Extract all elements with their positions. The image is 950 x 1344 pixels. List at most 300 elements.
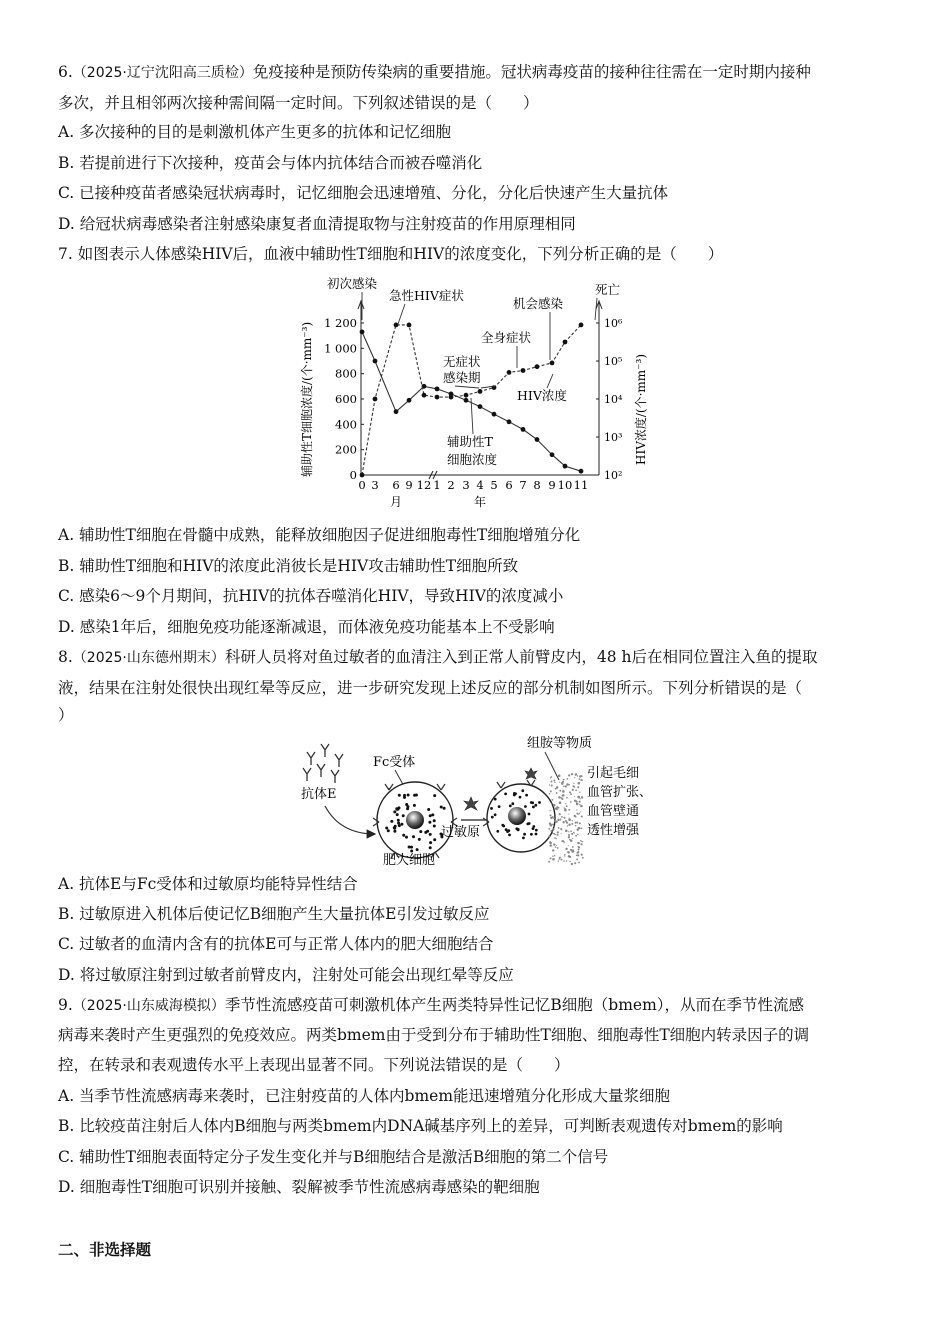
released-granule [560,818,561,819]
series-point [535,364,540,369]
released-granule [572,789,574,791]
x-tick-label: 1 [433,478,441,492]
q6-option-d: D. 给冠状病毒感染者注射感染康复者血清提取物与注射疫苗的作用原理相同 [58,215,576,233]
released-granule [552,824,553,825]
granule [513,792,516,795]
released-granule [553,833,555,835]
released-granule [559,857,561,859]
granule [394,825,397,828]
released-granule [578,782,581,785]
q8-stem-line3: ） [58,706,74,724]
released-granule [577,786,579,788]
series-point [478,404,483,409]
chart-annotation: HIV浓度 [517,388,567,403]
granule [402,834,405,837]
released-granule [553,843,555,845]
granule [528,813,531,816]
released-granule [562,840,564,842]
released-granule [571,773,573,775]
released-granule [557,847,559,849]
released-granule [550,830,552,832]
granule [393,810,396,813]
released-granule [566,860,567,861]
released-granule [565,785,567,787]
released-granule [575,822,577,824]
released-granule [548,835,550,837]
granule [418,838,421,841]
histamine-pointer-line [545,752,559,780]
released-granule [572,785,574,787]
released-granule [561,816,563,818]
released-granule [563,817,565,819]
chart-annotation: 感染期 [443,370,481,385]
granule [498,805,501,808]
allergen-star [464,797,478,810]
chart-annotation: 辅助性T [447,434,493,449]
released-granule [550,780,552,782]
released-granule [567,825,568,826]
granule [494,813,497,816]
released-granule [577,775,578,776]
released-granule [571,849,573,851]
granule [396,813,399,816]
released-granule [574,815,576,817]
released-granule [562,781,564,783]
released-granule [552,855,554,857]
released-granule [573,783,574,784]
released-granule [575,773,577,775]
released-granule [575,835,577,837]
q8-option-d: D. 将过敏原注射到过敏者前臂皮内，注射处可能会出现红晕等反应 [58,966,514,984]
left-tick-label: 0 [349,468,357,482]
series-point [507,419,512,424]
released-granule [572,838,573,839]
granule [509,805,512,808]
antibody-e-label: 抗体E [301,787,337,802]
released-granule [554,837,555,838]
released-granule [581,779,583,781]
released-granule [564,808,566,810]
x-tick-label: 6 [392,478,400,492]
released-granule [569,817,570,818]
granule [521,789,524,792]
mast-cell-2 [483,768,555,852]
x-tick-label: 10 [557,478,573,492]
series-point [535,437,540,442]
released-granule [549,857,551,859]
q6-stem-text: 免疫接种是预防传染病的重要措施。冠状病毒疫苗的接种往往需在一定时期内接种 [252,63,811,81]
series-point [360,329,365,334]
series-point [373,397,378,402]
released-granule [548,828,550,830]
granule [534,804,537,807]
released-granule [566,805,568,807]
released-granule [549,785,550,786]
q8-number: 8. [58,648,73,666]
granule [530,801,533,804]
series-point [435,395,440,400]
effect-line-3: 血管壁通 [587,804,640,819]
chart-annotation: 死亡 [595,282,621,297]
released-granule [571,823,573,825]
series-point [407,323,412,328]
released-granule [556,808,558,810]
series-point [478,389,483,394]
released-granule [553,779,555,781]
x-tick-label: 7 [519,478,527,492]
granule [428,821,431,824]
released-granule [579,778,581,780]
released-granule [581,796,583,798]
released-granule [569,861,570,862]
series-point [422,393,427,398]
released-granule [580,811,581,812]
released-granule [559,858,560,859]
chart-annotation: 急性HIV症状 [389,288,464,303]
released-granule [558,774,561,777]
released-granule [552,858,555,861]
granule [385,827,388,830]
q9-source: （2025·山东威海模拟） [72,998,225,1014]
released-granule [560,828,562,830]
released-granule [568,809,570,811]
x-tick-label: 3 [462,478,470,492]
left-tick-label: 1 200 [324,316,357,330]
series-point [563,340,568,345]
granule [395,807,398,810]
released-granule [556,845,557,846]
q8-stem-line2: 液，结果在注射处很快出现红晕等反应，进一步研究发现上述反应的部分机制如图所示。下列分析错误的是（ [58,679,803,697]
series-point [394,409,399,414]
q6-option-a: A. 多次接种的目的是刺激机体产生更多的抗体和记忆细胞 [58,123,452,141]
series-point [507,370,512,375]
right-tick-label: 10⁴ [604,393,623,406]
released-granule [552,849,553,850]
released-granule [562,795,563,796]
granule [440,806,443,809]
released-granule [576,813,578,815]
q9-option-c: C. 辅助性T细胞表面特定分子发生变化并与B细胞结合是激活B细胞的第二个信号 [58,1148,609,1166]
released-granule [568,855,570,857]
annotation-pointer [547,374,553,388]
released-granule [556,834,558,836]
released-granule [565,803,566,804]
released-granule [550,824,553,827]
released-granule [574,862,576,864]
series-point [550,361,555,366]
mast-cell-1 [373,782,457,858]
released-granule [551,776,552,777]
series-point [394,323,399,328]
released-granule [576,828,578,830]
free-antibodies [303,744,343,783]
released-granule [568,845,569,846]
section-heading-non-choice: 二、非选择题 [58,1241,152,1259]
annotation-pointer [455,386,479,388]
granule [405,803,408,806]
right-tick-label: 10⁶ [604,317,623,330]
granule [538,801,541,804]
released-granule [575,789,577,791]
released-granule [572,820,573,821]
released-granule [579,801,581,803]
released-granule [573,851,574,852]
released-granule [553,818,555,820]
released-granule [568,834,570,836]
released-granule [568,831,569,832]
released-granule [561,859,563,861]
q6-option-c: C. 已接种疫苗者感染冠状病毒时，记忆细胞会迅速增殖、分化，分化后快速产生大量抗体 [58,184,669,202]
granule [397,822,400,825]
released-granule [568,818,571,821]
granule [419,830,422,833]
released-granule [558,860,559,861]
granule [416,848,419,851]
granule [412,835,415,838]
released-granule [579,775,581,777]
q9-stem-text: 季节性流感疫苗可刺激机体产生两类特异性记忆B细胞（bmem），从而在季节性流感 [224,996,805,1014]
granule [532,806,535,809]
released-granule [550,777,551,778]
x-tick-label: 11 [573,478,589,492]
q6-option-b: B. 若提前进行下次接种，疫苗会与体内抗体结合而被吞噬消化 [58,154,483,172]
granule [443,807,446,810]
released-granule [578,848,580,850]
series-point [464,393,469,398]
released-granule [577,796,580,799]
granule [508,834,511,837]
released-granule [562,821,564,823]
granule [429,846,432,849]
effect-line-4: 透性增强 [587,823,640,838]
released-granule [562,790,565,793]
released-granule [549,810,550,811]
released-granule [571,863,573,865]
released-granule [550,790,552,792]
series-point [563,464,568,469]
granule [429,833,432,836]
q8-stem-line1 [58,646,818,669]
chart-annotation: 全身症状 [481,330,532,345]
granule [535,829,538,832]
q7-stem: 7. 如图表示人体感染HIV后，血液中辅助性T细胞和HIV的浓度变化，下列分析正确的是（ ） [58,245,724,263]
x-tick-label: 2 [447,478,455,492]
released-granule [558,796,560,798]
released-granule [573,832,574,833]
released-granule [556,786,558,788]
released-granule [553,804,556,807]
released-granule [559,801,562,804]
released-granule [554,782,555,783]
granule [523,833,526,836]
released-granule [554,820,556,822]
series-point [449,395,454,400]
left-tick-label: 1 000 [324,341,357,356]
granule [398,794,401,797]
released-granule [556,792,558,794]
x-label-years: 年 [473,495,487,509]
series-point [373,359,378,364]
x-tick-label: 9 [548,478,556,492]
released-granule [581,815,583,817]
x-label-months: 月 [389,495,403,509]
series-point [360,473,365,478]
q9-stem-line1 [58,994,804,1017]
left-tick-label: 800 [335,366,357,381]
released-granule [577,834,578,835]
q9-option-a: A. 当季节性流感病毒来袭时，已注射疫苗的人体内bmem能迅速增殖分化形成大量浆细胞 [58,1087,671,1105]
released-granule [569,839,571,841]
granule [429,814,432,817]
granule [433,825,436,828]
q8-stem-text: 科研人员将对鱼过敏者的血清注入到正常人前臂皮内，48 h后在相同位置注入鱼的提取 [224,648,818,666]
released-granule [578,862,580,864]
series-point [435,386,440,391]
released-granule [568,784,570,786]
released-granule [569,791,571,793]
granule [535,833,538,836]
released-granule [553,828,555,830]
released-granule [567,851,569,853]
released-granule [568,814,569,815]
right-tick-label: 10³ [604,431,623,444]
chart-annotation: 细胞浓度 [447,452,498,467]
granule [427,808,430,811]
released-granule [555,846,557,848]
q8-option-a: A. 抗体E与Fc受体和过敏原均能特异性结合 [58,875,358,893]
released-granule [551,784,553,786]
q6-stem-line2: 多次，并且相邻两次接种需间隔一定时间。下列叙述错误的是（ ） [58,94,539,112]
granule [387,829,390,832]
granule [390,820,393,823]
released-granule [555,838,556,839]
released-granule [559,782,560,783]
released-granule [552,833,553,834]
granule [524,805,527,808]
granule [397,819,400,822]
released-granule [549,793,550,794]
granule [522,837,525,840]
annotation-pointer [398,304,405,324]
series-point [579,323,584,328]
released-granule [566,797,568,799]
right-tick-label: 10⁵ [604,355,623,368]
released-granule [552,799,554,801]
released-granule [560,820,561,821]
series-point [521,427,526,432]
granule [494,798,497,801]
series-point [521,368,526,373]
released-granule [568,824,570,826]
released-granule [558,827,560,829]
x-tick-label: 0 [358,478,366,492]
released-granule [563,779,565,781]
annotation-pointer [595,298,597,320]
granule [407,794,410,797]
q6-number: 6. [58,63,73,81]
released-granule [548,861,550,863]
released-granule [551,803,552,804]
q8-source: （2025·山东德州期末） [72,650,225,666]
released-granule [578,842,580,844]
q9-stem-line3: 控，在转录和表观遗传水平上表现出显著不同。下列说法错误的是（ ） [58,1056,570,1074]
granule [504,793,507,796]
granule [424,831,427,834]
q9-option-d: D. 细胞毒性T细胞可识别并接触、裂解被季节性流感病毒感染的靶细胞 [58,1178,540,1196]
released-granule [580,798,581,799]
x-tick-label: 9 [405,478,413,492]
released-granule [565,820,567,822]
granule [405,836,408,839]
released-granule [581,853,583,855]
released-granule [579,813,580,814]
effect-line-1: 引起毛细 [587,766,640,781]
released-granule [576,858,578,860]
released-granule [567,778,569,780]
granule [403,794,406,797]
granule [433,794,436,797]
released-granule [576,803,577,804]
released-granule [580,805,583,808]
antibody-arrow [325,806,375,834]
granule [402,814,405,817]
released-granule [574,796,575,797]
granule [410,846,413,849]
released-granule [563,860,565,862]
released-granule [579,792,580,793]
released-granule [571,833,573,835]
granule [502,825,505,828]
chart-annotation: 机会感染 [513,296,564,311]
released-granule [579,822,581,824]
released-granule [560,797,561,798]
q7-option-a: A. 辅助性T细胞在骨髓中成熟，能释放细胞因子促进细胞毒性T细胞增殖分化 [58,526,581,544]
released-granule [579,804,580,805]
released-granule [550,844,552,846]
mast-cell-figure [295,730,665,870]
released-granule [549,823,550,824]
q9-option-b: B. 比较疫苗注射后人体内B细胞与两类bmem内DNA碱基序列上的差异，可判断表观遗传对bmem的影响 [58,1117,783,1135]
released-granule [570,793,572,795]
released-granule [575,825,576,826]
left-tick-label: 600 [335,392,357,406]
released-granule [564,854,566,856]
q7-option-b: B. 辅助性T细胞和HIV的浓度此消彼长是HIV攻击辅助性T细胞所致 [58,557,519,575]
released-granule [580,840,581,841]
right-axis-title: HIV浓度/(个·mm⁻³) [634,354,648,465]
released-granule [565,830,568,833]
q7-option-d: D. 感染1年后，细胞免疫功能逐渐减退，而体液免疫功能基本上不受影响 [58,618,555,636]
granule [431,813,434,816]
q8-option-b: B. 过敏原进入机体后使记忆B细胞产生大量抗体E引发过敏反应 [58,905,490,923]
left-tick-label: 400 [335,417,357,432]
released-granule [572,846,574,848]
released-granule [580,843,582,845]
granule [491,816,494,819]
x-tick-label: 12 [416,478,432,492]
released-granule [557,831,559,833]
released-granule [557,819,559,821]
released-granule [582,841,583,842]
released-granule [582,857,584,859]
q8-option-c: C. 过敏者的血清内含有的抗体E可与正常人体内的肥大细胞结合 [58,935,494,953]
released-granule [565,848,567,850]
x-tick-label: 5 [490,478,498,492]
granule [400,823,403,826]
chart-annotation: 无症状 [443,354,481,369]
x-tick-label: 4 [476,478,484,492]
released-granule [577,852,579,854]
